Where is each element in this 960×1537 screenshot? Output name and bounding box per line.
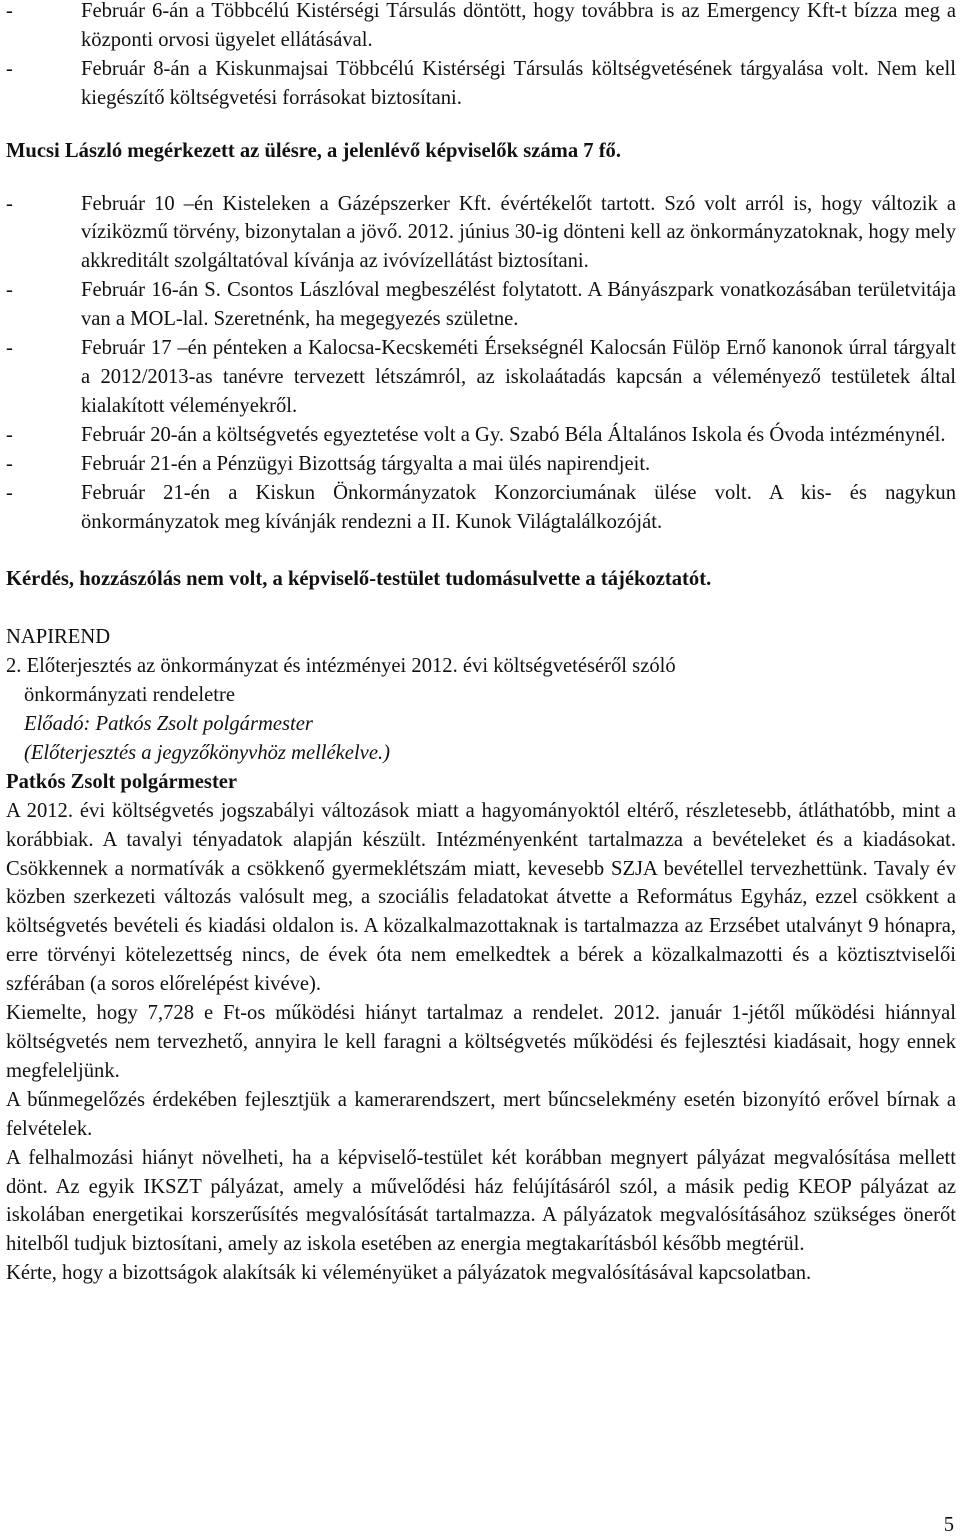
bullet-item xyxy=(6,190,956,277)
bullet-dash: - xyxy=(6,192,13,215)
bullet-dash: - xyxy=(6,0,13,22)
bullet-item xyxy=(6,334,956,421)
agenda-attachment-note: (Előterjesztés a jegyzőkönyvhöz mellékelve.) xyxy=(24,741,390,764)
bullet-dash: - xyxy=(6,423,13,446)
bullet-dash: - xyxy=(6,57,13,80)
agenda-presenter: Előadó: Patkós Zsolt polgármester xyxy=(24,713,313,736)
document-page xyxy=(6,0,956,1288)
body-paragraph: A 2012. évi költségvetés jogszabályi változások miatt a hagyományoktól eltérő, részletesebb, átláthatóbb, mint a korábbiak. A tavalyi tényadatok alapján készült. Intézményenként tartalmazza a bevételeket és a kiadásokat. Csökkennek a normatívák a csökkenő gyermeklétszám miatt, kevesebb SZJA bevétellel tervezhettünk. Tavaly év közben szerkezeti változás valósult meg, a szociális feladatokat átvette a Református Egyház, ezzel csökkent a költségvetés bevételi és kiadási oldalon is. A közalkalmazottaknak is tartalmazza az Erzsébet utalványt 9 hónapra, erre törvényi kötelezettség nincs, de évek óta nem emelkedtek a bérek a közalkalmazotti és a köztisztviselői szférában (a soros előrelépést kivéve). xyxy=(6,799,956,996)
page-number: 5 xyxy=(943,1514,954,1536)
bullet-text: Február 20-án a költségvetés egyeztetése volt a Gy. Szabó Béla Általános Iskola és Óvoda intézménynél. xyxy=(81,423,946,446)
bullet-item xyxy=(6,421,956,450)
body-paragraph: A felhalmozási hiányt növelheti, ha a képviselő-testület két korábban megnyert pályázat megvalósítása mellett dönt. Az egyik IKSZT pályázat, amely a művelődési ház felújításáról szól, a másik pedig KEOP pályázat az iskolában energetikai korszerűsítés megvalósítását tartalmazza. A pályázatok megvalósításához szükséges önerőt hitelből tudjuk biztosítani, amely az iskola esetében az energia megtakarításból később megtérül. xyxy=(6,1146,956,1256)
bullet-dash: - xyxy=(6,481,13,504)
arrival-note: Mucsi László megérkezett az ülésre, a jelenlévő képviselők száma 7 fő. xyxy=(6,139,622,162)
bullet-dash: - xyxy=(6,337,13,360)
bullet-item xyxy=(6,276,956,334)
body-paragraph: Kiemelte, hogy 7,728 e Ft-os működési hiányt tartalmaz a rendelet. 2012. január 1-jétől működési hiánnyal költségvetés nem tervezhető, annyira le kell faragni a költségvetés működési és fejlesztési kiadásait, hogy ennek megfeleljünk. xyxy=(6,1002,956,1082)
body-paragraph: A bűnmegelőzés érdekében fejlesztjük a kamerarendszert, mert bűncselekmény esetén bizonyító erővel bírnak a felvételek. xyxy=(6,1088,956,1140)
bullet-text: Február 8-án a Kiskunmajsai Többcélú Kistérségi Társulás költségvetésének tárgyalása volt. Nem kell kiegészítő költségvetési forrásokat biztosítani. xyxy=(81,57,956,109)
bullet-item xyxy=(6,55,956,113)
bullet-item xyxy=(6,0,956,55)
bullet-text: Február 21-én a Pénzügyi Bizottság tárgyalta a mai ülés napirendjeit. xyxy=(81,452,651,475)
bullet-dash: - xyxy=(6,452,13,475)
bullet-text: Február 6-án a Többcélú Kistérségi Társulás döntött, hogy továbbra is az Emergency Kft-t bízza meg a központi orvosi ügyelet ellátásával. xyxy=(81,0,956,51)
agenda-item-title-cont: önkormányzati rendeletre xyxy=(24,684,235,707)
bullet-item xyxy=(6,479,956,537)
question-note: Kérdés, hozzászólás nem volt, a képviselő-testület tudomásulvette a tájékoztatót. xyxy=(6,568,712,591)
bullet-item xyxy=(6,450,956,479)
bullet-text: Február 17 –én pénteken a Kalocsa-Kecskeméti Érsekségnél Kalocsán Fülöp Ernő kanonok úrral tárgyalt a 2012/2013-as tanévre tervezett létszámról, az iskolaátadás kapcsán a véleményező testületek által kialakított véleményekről. xyxy=(81,337,956,417)
bullet-text: Február 10 –én Kisteleken a Gázépszerker Kft. évértékelőt tartott. Szó volt arról is, hogy változik a víziközmű törvény, bizonytalan a jövő. 2012. június 30-ig dönteni kell az önkormányzatoknak, hogy mely akkreditált szolgáltatóval kívánja az ivóvízellátást biztosítani. xyxy=(81,192,956,273)
bullet-dash: - xyxy=(6,279,13,302)
agenda-heading: NAPIREND xyxy=(6,626,111,649)
speaker-name: Patkós Zsolt polgármester xyxy=(6,770,238,793)
bullet-text: Február 21-én a Kiskun Önkormányzatok Konzorciumának ülése volt. A kis- és nagykun önkormányzatok meg kívánják rendezni a II. Kunok Világtalálkozóját. xyxy=(81,481,956,533)
bullet-text: Február 16-án S. Csontos Lászlóval megbeszélést folytatott. A Bányászpark vonatkozásában területvitája van a MOL-lal. Szeretnénk, ha megegyezés születne. xyxy=(81,279,956,331)
agenda-item-title: 2. Előterjesztés az önkormányzat és intézményei 2012. évi költségvetéséről szóló xyxy=(6,655,676,678)
body-paragraph: Kérte, hogy a bizottságok alakítsák ki véleményüket a pályázatok megvalósításával kapcsolatban. xyxy=(6,1262,812,1285)
